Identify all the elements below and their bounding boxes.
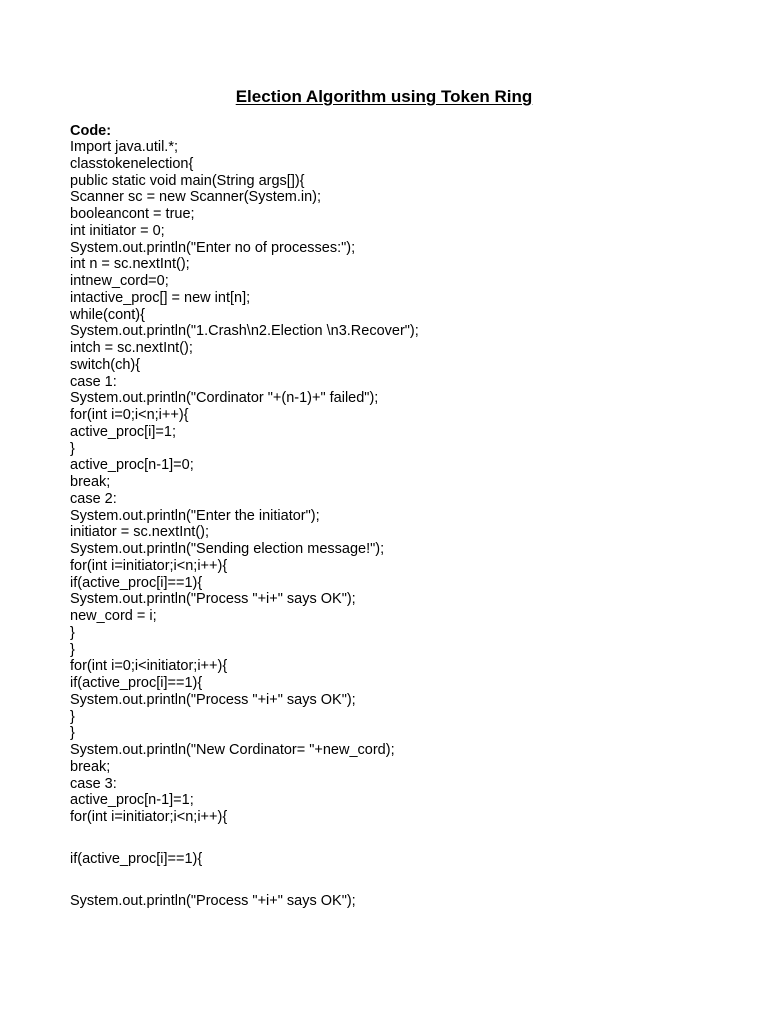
code-line: intch = sc.nextInt(); bbox=[70, 340, 193, 356]
code-line: case 1: bbox=[70, 373, 117, 390]
code-heading: Code: bbox=[70, 123, 112, 139]
code-line: initiator = sc.nextInt(); bbox=[70, 524, 210, 541]
code-line: for(int i=initiator;i<n;i++){ bbox=[70, 557, 228, 574]
code-line: while(cont){ bbox=[70, 306, 145, 323]
code-line: } bbox=[70, 725, 75, 742]
code-line: intactive_proc[] = new int[n]; bbox=[70, 289, 251, 306]
code-line: if(active_proc[i]==1){ bbox=[70, 675, 203, 691]
code-line: System.out.println("Process "+i+" says OK"); bbox=[70, 591, 356, 608]
code-line: System.out.println("Cordinator "+(n-1)+" failed"); bbox=[70, 390, 379, 407]
code-line: new_cord = i; bbox=[70, 608, 157, 624]
code-line: System.out.println("Process "+i+" says OK"); bbox=[70, 691, 356, 708]
code-line: } bbox=[70, 624, 75, 641]
code-line: active_proc[i]=1; bbox=[70, 423, 176, 440]
code-line: active_proc[n-1]=1; bbox=[70, 792, 194, 809]
code-line: if(active_proc[i]==1){ bbox=[70, 850, 203, 867]
code-line: Import java.util.*; bbox=[70, 139, 178, 155]
code-block bbox=[70, 139, 730, 909]
code-line: for(int i=0;i<n;i++){ bbox=[70, 407, 189, 423]
code-line: active_proc[n-1]=0; bbox=[70, 457, 194, 474]
code-line: System.out.println("Sending election message!"); bbox=[70, 541, 385, 557]
code-line: } bbox=[70, 708, 75, 725]
code-line: for(int i=initiator;i<n;i++){ bbox=[70, 809, 228, 825]
code-line: int n = sc.nextInt(); bbox=[70, 256, 190, 273]
code-line: System.out.println("Enter the initiator"); bbox=[70, 507, 320, 524]
code-line: Scanner sc = new Scanner(System.in); bbox=[70, 189, 322, 206]
code-line: case 3: bbox=[70, 775, 117, 792]
code-line: System.out.println("1.Crash\n2.Election \n3.Recover"); bbox=[70, 323, 419, 340]
code-line: booleancont = true; bbox=[70, 206, 195, 222]
code-line: break; bbox=[70, 474, 111, 490]
code-line: break; bbox=[70, 758, 111, 775]
document-title: Election Algorithm using Token Ring bbox=[235, 87, 533, 106]
code-line: } bbox=[70, 440, 75, 457]
code-line: System.out.println("Enter no of processes:"); bbox=[70, 239, 356, 256]
code-line: if(active_proc[i]==1){ bbox=[70, 574, 203, 591]
code-line: classtokenelection{ bbox=[70, 155, 194, 172]
code-line: case 2: bbox=[70, 490, 117, 507]
code-line: switch(ch){ bbox=[70, 356, 141, 373]
code-line: int initiator = 0; bbox=[70, 222, 165, 239]
code-line: for(int i=0;i<initiator;i++){ bbox=[70, 658, 228, 675]
code-line: System.out.println("Process "+i+" says OK"); bbox=[70, 892, 356, 909]
code-line: System.out.println("New Cordinator= "+new_cord); bbox=[70, 742, 395, 758]
code-line: } bbox=[70, 641, 75, 658]
code-line: public static void main(String args[]){ bbox=[70, 172, 305, 189]
code-line: intnew_cord=0; bbox=[70, 273, 169, 289]
